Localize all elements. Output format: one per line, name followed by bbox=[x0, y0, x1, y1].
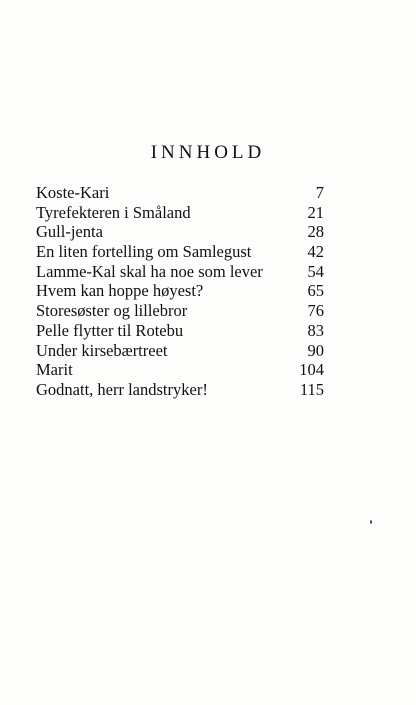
table-of-contents bbox=[36, 183, 324, 400]
toc-entry-title: Hvem kan hoppe høyest? bbox=[36, 281, 204, 301]
paper-speck bbox=[370, 520, 372, 524]
toc-entry-page: 115 bbox=[299, 379, 324, 399]
toc-entry-page: 104 bbox=[299, 360, 324, 380]
toc-entry-page: 90 bbox=[307, 340, 324, 360]
toc-entry bbox=[36, 281, 324, 301]
toc-entry bbox=[36, 360, 324, 380]
toc-entry-page: 76 bbox=[307, 301, 324, 321]
toc-entry bbox=[36, 262, 324, 282]
toc-entry-title: Marit bbox=[36, 360, 73, 380]
toc-entry-title: Tyrefekteren i Småland bbox=[36, 202, 191, 222]
toc-entry-page: 28 bbox=[307, 222, 324, 242]
toc-entry-title: Lamme-Kal skal ha noe som lever bbox=[36, 261, 263, 281]
toc-entry-page: 54 bbox=[307, 261, 324, 281]
toc-entry bbox=[36, 341, 324, 361]
toc-entry-page: 42 bbox=[307, 242, 324, 262]
toc-entry-title: Gull-jenta bbox=[36, 222, 103, 242]
toc-entry bbox=[36, 222, 324, 242]
toc-entry-title: Under kirsebærtreet bbox=[36, 340, 168, 360]
toc-entry-title: Godnatt, herr landstryker! bbox=[36, 379, 208, 399]
page-title: INNHOLD bbox=[150, 142, 266, 163]
toc-entry bbox=[36, 321, 324, 341]
toc-entry bbox=[36, 183, 324, 203]
toc-entry-title: Koste-Kari bbox=[36, 183, 110, 202]
toc-entry bbox=[36, 380, 324, 400]
toc-entry-page: 21 bbox=[307, 202, 324, 222]
toc-entry-page: 65 bbox=[307, 281, 324, 301]
toc-entry bbox=[36, 301, 324, 321]
toc-entry-page: 83 bbox=[307, 320, 324, 340]
toc-entry bbox=[36, 203, 324, 223]
toc-entry bbox=[36, 242, 324, 262]
toc-entry-title: En liten fortelling om Samlegust bbox=[36, 242, 252, 262]
toc-entry-title: Pelle flytter til Rotebu bbox=[36, 320, 184, 340]
toc-entry-page: 7 bbox=[315, 183, 324, 202]
toc-entry-title: Storesøster og lillebror bbox=[36, 301, 188, 321]
